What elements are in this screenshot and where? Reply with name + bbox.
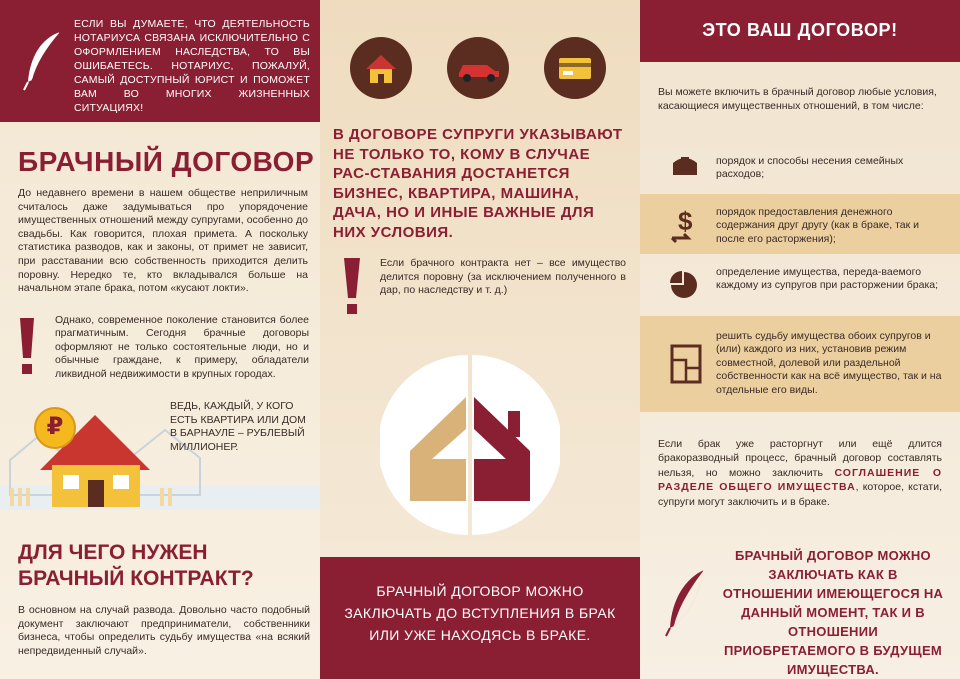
condition-text: порядок предоставления денежного содержания друг другу (как в браке, так и после его расторжения); bbox=[716, 206, 920, 245]
intro-text: ЕСЛИ ВЫ ДУМАЕТЕ, ЧТО ДЕЯТЕЛЬНОСТЬ НОТАРИУСА СВЯЗАНА ИСКЛЮЧИТЕЛЬНО С ОФОРМЛЕНИЕМ НАСЛЕДСТВА, ТО ВЫ ОШИБАЕТЕСЬ. НОТАРИУС, ПОЖАЛУЙ, САМЫЙ ДОСТУПНЫЙ ЮРИСТ И ПОМОЖЕТ ВАМ ВО МНОГИХ ЖИЗНЕННЫХ СИТУАЦИЯХ! bbox=[74, 18, 310, 114]
exclamation-icon bbox=[340, 258, 364, 316]
car-icon bbox=[447, 37, 509, 99]
ruble-icon: ₽ bbox=[46, 413, 64, 440]
divorce-paragraph bbox=[658, 437, 942, 509]
feather-icon bbox=[22, 30, 64, 92]
mid-heading: В ДОГОВОРЕ СУПРУГИ УКАЗЫВАЮТ НЕ ТОЛЬКО ТО, КОМУ В СЛУЧАЕ РАС-СТАВАНИЯ ДОСТАНЕТСЯ БИЗНЕС, КВАРТИРА, МАШИНА, ДАЧА, НО И ИНЫЕ ВАЖНЫЕ ДЛЯ НИХ УСЛОВИЯ. bbox=[333, 126, 623, 241]
money-transfer-icon bbox=[670, 204, 698, 246]
condition-text: определение имущества, переда-ваемого каждому из супругов при расторжении брака; bbox=[716, 266, 939, 292]
condition-item bbox=[640, 258, 960, 312]
credit-card-icon bbox=[544, 37, 606, 99]
feather-icon bbox=[664, 568, 708, 638]
mid-banner-text: БРАЧНЫЙ ДОГОВОР МОЖНО ЗАКЛЮЧАТЬ ДО ВСТУПЛЕНИЯ В БРАК ИЛИ УЖЕ НАХОДЯСЬ В БРАКЕ. bbox=[344, 583, 616, 643]
pragmatic-paragraph: Однако, современное поколение становится более прагматичным. Сегодня брачные договоры оформляют не только состоятельные люди, но и обычные граждане, к примеру, обладатели ликвидной недвижимости в крупных городах. bbox=[55, 314, 309, 380]
no-contract-paragraph: Если брачного контракта нет – все имущество делится поровну (за исключением полученного в дар, по наследству и т. д.) bbox=[380, 257, 626, 297]
closing-statement: БРАЧНЫЙ ДОГОВОР МОЖНО ЗАКЛЮЧАТЬ КАК В ОТНОШЕНИИ ИМЕЮЩЕГОСЯ НА ДАННЫЙ МОМЕНТ, ТАК И В ОТНОШЕНИИ ПРИОБРЕТАЕМОГО В БУДУЩЕМ ИМУЩЕСТВА. bbox=[722, 548, 944, 677]
page-title: БРАЧНЫЙ ДОГОВОР bbox=[18, 146, 315, 177]
floor-plan-icon bbox=[670, 344, 702, 384]
house-icon bbox=[350, 37, 412, 99]
barnaul-paragraph: ВЕДЬ, КАЖДЫЙ, У КОГО ЕСТЬ КВАРТИРА ИЛИ ДОМ В БАРНАУЛЕ – РУБЛЕВЫЙ МИЛЛИОНЕР. bbox=[170, 400, 306, 453]
section-heading-why: ДЛЯ ЧЕГО НУЖЕН БРАЧНЫЙ КОНТРАКТ? bbox=[18, 541, 254, 590]
condition-item bbox=[640, 143, 960, 191]
condition-text: порядок и способы несения семейных расходов; bbox=[716, 155, 904, 181]
agreement-highlight: СОГЛАШЕНИЕ О РАЗДЕЛЕ ОБЩЕГО ИМУЩЕСТВА bbox=[658, 466, 942, 494]
right-header-title: ЭТО ВАШ ДОГОВОР! bbox=[702, 20, 898, 40]
divorce-text-b: , которое, кстати, супруги могут заключить и в браке. bbox=[658, 481, 942, 508]
condition-item bbox=[640, 316, 960, 412]
intro-paragraph: До недавнего времени в нашем обществе неприличным считалось даже задумываться про упорядочение имущественных отношений между супругами, особенно до свадьбы. Как говорится, плохая примета. А поскольку статистика разводов, как и законы, от примет не зависит, при расставании всю собственность приходится делить поровну. Нередко те, кто вкладывался больше на начальном этапе брака, потом «кусают локти». bbox=[18, 187, 308, 295]
wallet-icon bbox=[670, 153, 700, 179]
condition-text: решить судьбу имущества обоих супругов и (или) каждого из них, установив режим совместной, долевой или раздельной собственности как на всё имущество, так и на отдельные его виды. bbox=[716, 330, 942, 396]
divorce-text-a: Если брак уже расторгнут или ещё длится бракоразводный процесс, брачный договор составлять нельзя, но можно заключить bbox=[658, 438, 942, 479]
condition-item bbox=[640, 194, 960, 254]
pie-chart-icon bbox=[670, 271, 698, 299]
conditions-intro: Вы можете включить в брачный договор любые условия, касающиеся имущественных отношений, в том числе: bbox=[658, 86, 937, 112]
split-house-icon bbox=[380, 355, 560, 535]
why-paragraph: В основном на случай развода. Довольно часто подобный документ заключают предприниматели, собственники бизнеса, чтобы определить судьбу имущества «на всякий непредвиденный случай». bbox=[18, 604, 310, 657]
exclamation-icon bbox=[16, 318, 38, 376]
svg-text:$: $ bbox=[678, 206, 693, 236]
